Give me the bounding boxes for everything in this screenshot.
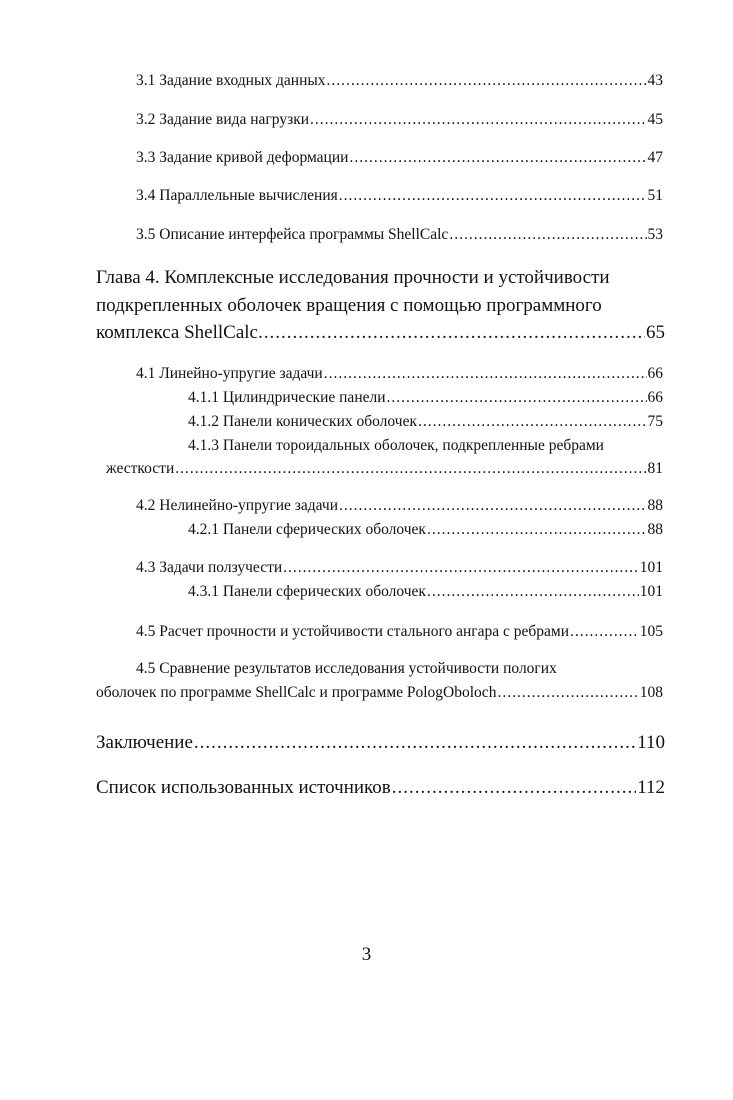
chapter-4-title-line-1: Глава 4. Комплексные исследования прочности и устойчивости: [96, 267, 610, 288]
leader-dots: [497, 684, 638, 702]
leader-dots: [339, 187, 647, 205]
toc-entry-label: 4.3 Задачи ползучести: [136, 559, 283, 576]
leader-dots: [427, 583, 639, 601]
toc-page-number: 53: [647, 226, 663, 243]
toc-entry-4-1-2[interactable]: [188, 413, 663, 431]
toc-entry-3-3[interactable]: [136, 149, 663, 167]
toc-entry-label: 4.5 Расчет прочности и устойчивости стального ангара с ребрами: [136, 623, 569, 640]
toc-entry-label: 3.3 Задание кривой деформации: [136, 149, 349, 166]
toc-page-number: 88: [647, 521, 663, 538]
toc-entry-label: 4.2 Нелинейно-упругие задачи: [136, 497, 339, 514]
toc-entry-3-1[interactable]: [136, 72, 663, 90]
leader-dots: [327, 72, 647, 90]
leader-dots: [449, 226, 646, 244]
toc-page-number: 43: [647, 72, 663, 89]
toc-entry-label: 4.1.2 Панели конических оболочек: [188, 413, 417, 430]
leader-dots: [339, 497, 646, 515]
toc-entry-4-1-3[interactable]: [106, 460, 663, 478]
leader-dots: [392, 777, 636, 799]
toc-entry-4-1-3-line-1: 4.1.3 Панели тороидальных оболочек, подкрепленные ребрами: [188, 437, 604, 454]
toc-page-number: 45: [647, 111, 663, 128]
toc-entry-label: оболочек по программе ShellCalc и программе PologOboloch: [96, 684, 497, 701]
leader-dots: [310, 111, 646, 129]
toc-entry-3-5[interactable]: [136, 226, 663, 244]
toc-entry-label: 4.2.1 Панели сферических оболочек: [188, 521, 426, 538]
toc-page-number: 101: [639, 559, 663, 576]
toc-entry-4-2-1[interactable]: [188, 521, 663, 539]
leader-dots: [264, 322, 645, 344]
toc-entry-label: комплекса ShellCalc.: [96, 322, 263, 343]
toc-entry-conclusion[interactable]: [96, 732, 665, 754]
toc-entry-4-3[interactable]: [136, 559, 663, 577]
toc-page-number: 66: [647, 365, 663, 382]
toc-entry-chapter-4[interactable]: [96, 322, 665, 344]
toc-page-number: 108: [639, 684, 663, 701]
toc-page-number: 65: [646, 322, 665, 343]
toc-page-number: 105: [639, 623, 663, 640]
toc-entry-4-1-1[interactable]: [188, 389, 663, 407]
toc-entry-4-2[interactable]: [136, 497, 663, 515]
leader-dots: [349, 149, 646, 167]
toc-entry-4-5-hangar[interactable]: [136, 623, 663, 641]
leader-dots: [175, 460, 646, 478]
toc-entry-label: Список использованных источников: [96, 777, 391, 798]
toc-entry-label: 3.2 Задание вида нагрузки: [136, 111, 310, 128]
leader-dots: [418, 413, 647, 431]
toc-entry-label: 3.4 Параллельные вычисления: [136, 187, 338, 204]
leader-dots: [194, 732, 636, 754]
leader-dots: [427, 521, 647, 539]
toc-page-number: 110: [637, 732, 665, 753]
toc-entry-label: 4.1 Линейно-упругие задачи: [136, 365, 323, 382]
toc-entry-label: Заключение: [96, 732, 193, 753]
toc-entry-label: жесткости: [106, 460, 175, 477]
leader-dots: [570, 623, 639, 641]
toc-page-number: 101: [639, 583, 663, 600]
toc-page-number: 88: [647, 497, 663, 514]
toc-entry-4-1[interactable]: [136, 365, 663, 383]
leader-dots: [283, 559, 639, 577]
toc-entry-3-4[interactable]: [136, 187, 663, 205]
toc-entry-4-3-1[interactable]: [188, 583, 663, 601]
toc-entry-4-5-comparison-line-1: 4.5 Сравнение результатов исследования устойчивости пологих: [136, 660, 557, 677]
toc-entry-4-5-comparison[interactable]: [96, 684, 663, 702]
toc-page-number: 112: [637, 777, 665, 798]
toc-page-number: 47: [647, 149, 663, 166]
toc-page-number: 75: [647, 413, 663, 430]
toc-entry-references[interactable]: [96, 777, 665, 799]
toc-entry-label: 3.1 Задание входных данных: [136, 72, 326, 89]
toc-entry-3-2[interactable]: [136, 111, 663, 129]
toc-entry-label: 4.1.1 Цилиндрические панели: [188, 389, 386, 406]
toc-page-number: 81: [647, 460, 663, 477]
toc-entry-label: 3.5 Описание интерфейса программы ShellCalc: [136, 226, 449, 243]
toc-page-number: 51: [647, 187, 663, 204]
toc-page-number: 66: [647, 389, 663, 406]
toc-entry-label: 4.3.1 Панели сферических оболочек: [188, 583, 426, 600]
chapter-4-title-line-2: подкрепленных оболочек вращения с помощью программного: [96, 295, 602, 316]
page-number: 3: [361, 944, 372, 965]
leader-dots: [387, 389, 647, 407]
leader-dots: [324, 365, 647, 383]
